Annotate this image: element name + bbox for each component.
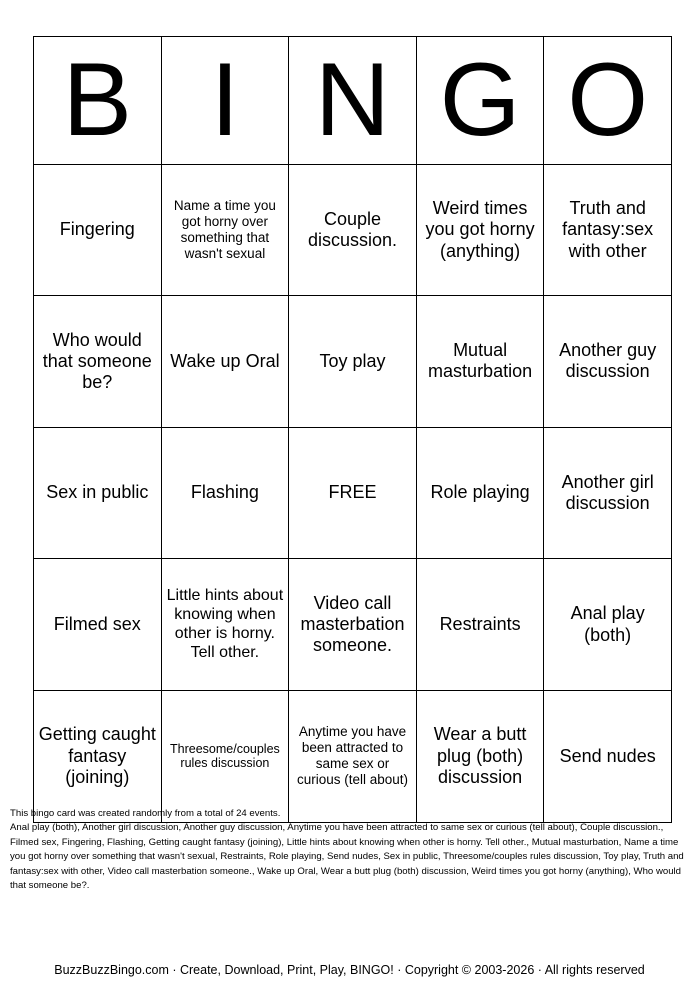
bingo-cell: Wake up Oral [161,296,289,428]
bingo-cell: Anytime you have been attracted to same sex or curious (tell about) [289,690,417,822]
created-note: This bingo card was created randomly from a total of 24 events. [10,808,281,819]
bingo-row-2 [34,296,672,428]
bingo-cell: Toy play [289,296,417,428]
bingo-cell: Threesome/couples rules discussion [161,690,289,822]
bingo-cell: Weird times you got horny (anything) [416,164,544,296]
card-notes [10,807,690,893]
bingo-row-5 [34,690,672,822]
bingo-cell: Wear a butt plug (both) discussion [416,690,544,822]
bingo-cell: Getting caught fantasy (joining) [34,690,162,822]
bingo-row-1 [34,164,672,296]
header-letter-n: N [289,37,417,165]
free-space-cell: FREE [289,427,417,559]
bingo-cell: Fingering [34,164,162,296]
bingo-row-4 [34,559,672,691]
header-letter-g: G [416,37,544,165]
header-letter-b: B [34,37,162,165]
bingo-header-row [34,37,672,165]
bingo-cell: Flashing [161,427,289,559]
bingo-cell: Mutual masturbation [416,296,544,428]
header-letter-i: I [161,37,289,165]
bingo-cell: Role playing [416,427,544,559]
bingo-cell: Restraints [416,559,544,691]
copyright-footer: BuzzBuzzBingo.com · Create, Download, Print, Play, BINGO! · Copyright © 2003-2026 · All rights reserved [54,963,645,977]
bingo-cell: Another girl discussion [544,427,672,559]
bingo-cell: Name a time you got horny over something that wasn't sexual [161,164,289,296]
bingo-cell: Truth and fantasy:sex with other [544,164,672,296]
bingo-cell: Sex in public [34,427,162,559]
bingo-cell: Couple discussion. [289,164,417,296]
bingo-cell: Video call masterbation someone. [289,559,417,691]
event-list: Anal play (both), Another girl discussion, Another guy discussion, Anytime you have been attracted to same sex or curious (tell about), Couple discussion., Filmed sex, Fingering, Flashing, Getting caught fantasy (joining), Little hints about knowing when other is horny. Tell other., Mutual masturbation, Name a time you got horny over something that wasn't sexual, Restraints, Role playing, Send nudes, Sex in public, Threesome/couples rules discussion, Toy play, Truth and fantasy:sex with other, Video call masterbation someone., Wake up Oral, Wear a butt plug (both) discussion, Weird times you got horny (anything), Who would that someone be?. [10,822,684,891]
bingo-cell: Little hints about knowing when other is horny. Tell other. [161,559,289,691]
bingo-row-3 [34,427,672,559]
bingo-card [33,36,672,823]
bingo-cell: Another guy discussion [544,296,672,428]
bingo-cell: Who would that someone be? [34,296,162,428]
bingo-cell: Filmed sex [34,559,162,691]
bingo-cell: Anal play (both) [544,559,672,691]
header-letter-o: O [544,37,672,165]
bingo-cell: Send nudes [544,690,672,822]
